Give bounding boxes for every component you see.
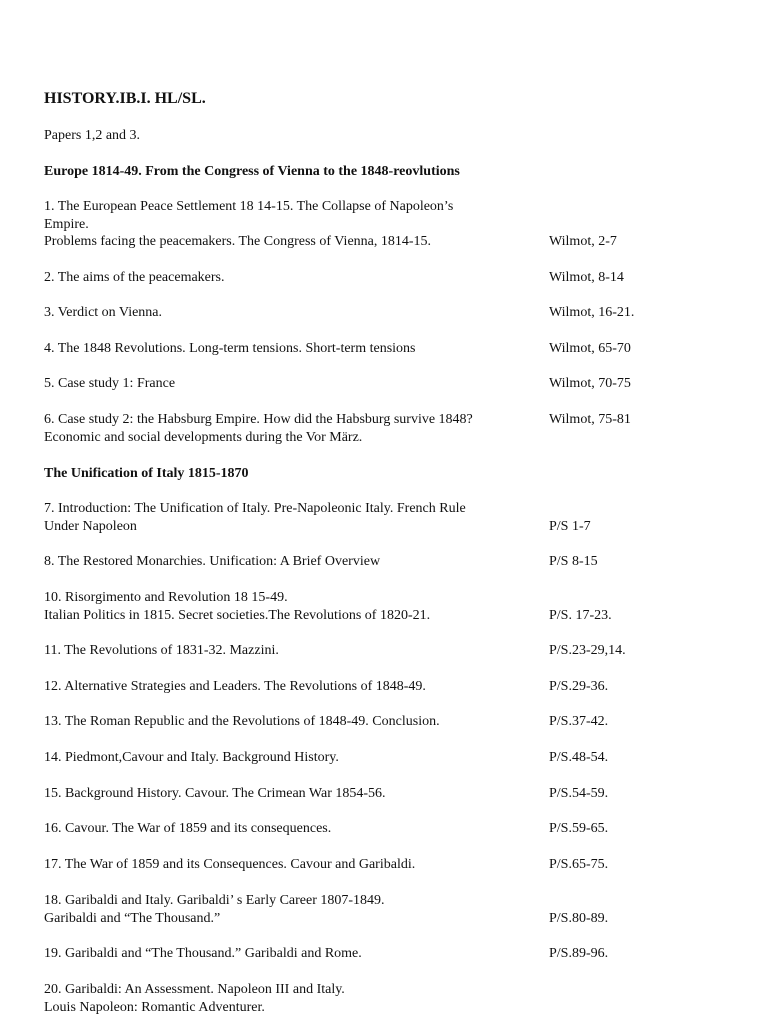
entry-topic [44, 945, 524, 963]
syllabus-entry [44, 749, 684, 767]
syllabus-entry [44, 500, 684, 535]
entry-topic [44, 749, 524, 767]
topic-line: 11. The Revolutions of 1831-32. Mazzini. [44, 643, 279, 658]
entry-reading: P/S. 17-23. [549, 608, 612, 623]
entry-reading: P/S.80-89. [549, 911, 609, 926]
entry-reading: P/S.23-29,14. [549, 643, 626, 658]
syllabus-entry [44, 856, 684, 874]
entry-topic [44, 785, 524, 803]
topic-line: 7. Introduction: The Unification of Italy. Pre-Napoleonic Italy. French Rule [44, 501, 466, 516]
syllabus-entry [44, 269, 684, 287]
entry-reading: P/S.48-54. [549, 750, 609, 765]
syllabus-entry [44, 820, 684, 838]
entry-topic [44, 304, 524, 322]
topic-line: 17. The War of 1859 and its Consequences. Cavour and Garibaldi. [44, 857, 416, 872]
entry-reading: P/S.65-75. [549, 857, 609, 872]
syllabus-entry [44, 304, 684, 322]
syllabus-entry [44, 198, 684, 251]
topic-line: 12. Alternative Strategies and Leaders. The Revolutions of 1848-49. [44, 679, 426, 694]
topic-line: 15. Background History. Cavour. The Crimean War 1854-56. [44, 786, 386, 801]
entry-reading: Wilmot, 8-14 [549, 270, 624, 285]
topic-line: Louis Napoleon: Romantic Adventurer. [44, 999, 265, 1015]
entry-topic [44, 411, 524, 446]
entry-reading: Wilmot, 16-21. [549, 305, 635, 320]
entry-reading: P/S 8-15 [549, 554, 598, 569]
entry-topic [44, 500, 524, 535]
syllabus-entry [44, 981, 684, 1016]
syllabus-entry [44, 678, 684, 696]
syllabus-entry [44, 785, 684, 803]
entry-topic [44, 892, 524, 927]
document-title: HISTORY.IB.I. HL/SL. [44, 90, 206, 107]
entry-reading: P/S.29-36. [549, 679, 609, 694]
topic-line: 13. The Roman Republic and the Revolutions of 1848-49. Conclusion. [44, 714, 440, 729]
topic-line: Problems facing the peacemakers. The Congress of Vienna, 1814-15. [44, 234, 432, 249]
entry-topic [44, 589, 524, 624]
syllabus-entry [44, 642, 684, 660]
syllabus-entry [44, 892, 684, 927]
entry-topic [44, 820, 524, 838]
entry-topic [44, 198, 524, 251]
topic-line: 8. The Restored Monarchies. Unification: A Brief Overview [44, 554, 381, 569]
topic-line: 20. Garibaldi: An Assessment. Napoleon III and Italy. [44, 982, 345, 997]
entry-reading: P/S.89-96. [549, 946, 609, 961]
entry-reading: P/S.59-65. [549, 821, 609, 836]
topic-line: 18. Garibaldi and Italy. Garibaldi’ s Early Career 1807-1849. [44, 893, 385, 908]
entry-topic [44, 269, 524, 287]
syllabus-entry [44, 713, 684, 731]
entry-reading: Wilmot, 75-81 [549, 412, 631, 427]
entry-reading: P/S.37-42. [549, 714, 609, 729]
entry-reading: Wilmot, 70-75 [549, 376, 631, 391]
topic-line: Garibaldi and “The Thousand.” [44, 910, 221, 926]
entry-reading: Wilmot, 65-70 [549, 341, 631, 356]
entry-topic [44, 678, 524, 696]
entry-reading: P/S.54-59. [549, 786, 609, 801]
entry-reading: Wilmot, 2-7 [549, 234, 617, 249]
syllabus-entry [44, 411, 684, 446]
topic-line: 16. Cavour. The War of 1859 and its consequences. [44, 821, 332, 836]
entry-topic [44, 856, 524, 874]
entry-topic [44, 340, 524, 358]
entry-topic [44, 642, 524, 660]
topic-line: Italian Politics in 1815. Secret societies.The Revolutions of 1820-21. [44, 607, 431, 623]
section-heading-europe: Europe 1814-49. From the Congress of Vienna to the 1848-reovlutions [44, 164, 460, 179]
topic-line: 1. The European Peace Settlement 18 14-15. The Collapse of Napoleon’s [44, 199, 454, 214]
topic-line: 14. Piedmont,Cavour and Italy. Background History. [44, 750, 339, 765]
syllabus-entry [44, 589, 684, 624]
syllabus-entry [44, 945, 684, 963]
entry-topic [44, 375, 524, 393]
topic-line: 4. The 1848 Revolutions. Long-term tensions. Short-term tensions [44, 341, 416, 356]
section-heading-italy: The Unification of Italy 1815-1870 [44, 466, 249, 481]
topic-line: 10. Risorgimento and Revolution 18 15-49. [44, 590, 288, 605]
entry-topic [44, 981, 524, 1016]
syllabus-entry [44, 553, 684, 571]
topic-line: 5. Case study 1: France [44, 376, 176, 391]
topic-line: 19. Garibaldi and “The Thousand.” Garibaldi and Rome. [44, 946, 362, 961]
entry-reading: P/S 1-7 [549, 519, 591, 534]
entry-topic [44, 553, 524, 571]
topic-line: 3. Verdict on Vienna. [44, 305, 163, 320]
topic-line: 2. The aims of the peacemakers. [44, 270, 225, 285]
topic-line: Economic and social developments during the Vor März. [44, 429, 363, 445]
topic-line: 6. Case study 2: the Habsburg Empire. How did the Habsburg survive 1848? [44, 412, 473, 427]
document-subtitle: Papers 1,2 and 3. [44, 128, 141, 143]
topic-line: Under Napoleon [44, 518, 137, 534]
syllabus-entry [44, 375, 684, 393]
entry-topic [44, 713, 524, 731]
topic-line: Empire. [44, 216, 89, 232]
syllabus-entry [44, 340, 684, 358]
